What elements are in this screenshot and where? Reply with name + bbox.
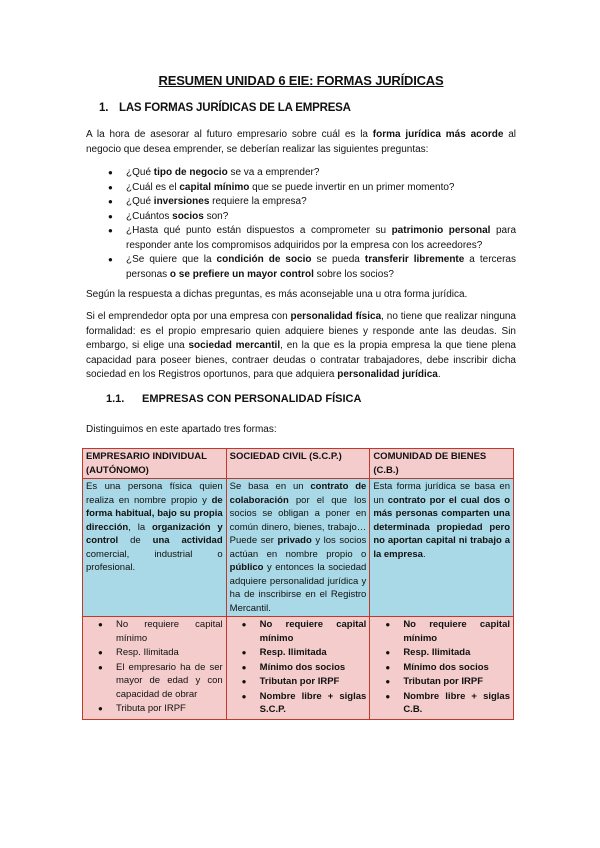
list-item: ● Resp. Ilimitada — [230, 646, 367, 660]
section-1-heading: 1. LAS FORMAS JURÍDICAS DE LA EMPRESA — [99, 102, 351, 114]
list-item: ● Tributan por IRPF — [230, 675, 367, 689]
features-sociedad-civil — [226, 617, 370, 720]
table-header-row — [83, 449, 514, 479]
features-comunidad-bienes — [370, 617, 514, 720]
list-item: ● ¿Cuál es el capital mínimo que se puede invertir en un primer momento? — [108, 181, 516, 196]
distinguish-paragraph: Distinguimos en este apartado tres formas: — [86, 424, 277, 435]
answer-paragraph: Según la respuesta a dichas preguntas, es más aconsejable una u otra forma jurídica. — [86, 289, 468, 300]
list-item: ● Resp. Ilimitada — [373, 646, 510, 660]
list-item: ● No requiere capital mínimo — [86, 618, 223, 645]
list-item: ● ¿Qué inversiones requiere la empresa? — [108, 195, 516, 210]
list-item: ● Mínimo dos socios — [230, 661, 367, 675]
list-item: ● Resp. Ilimitada — [86, 646, 223, 660]
list-item: ● Nombre libre + siglas C.B. — [373, 690, 510, 717]
features-empresario-individual — [83, 617, 227, 720]
intro-paragraph: A la hora de asesorar al futuro empresario sobre cuál es la forma jurídica más acorde al negocio que desea emprender, se deberían realizar las siguientes preguntas: — [86, 129, 517, 155]
physical-personality-paragraph: Si el emprendedor opta por una empresa con personalidad física, no tiene que realizar ninguna formalidad: es el propio empresario quien adquiere bienes y responde ante las deudas. Sin embargo, si elige una sociedad mercantil, en la que es la propia empresa la que tiene plena capacidad para poseer bienes, contraer deudas o contratar trabajadores, debe inscribir dicha sociedad en los Registros oportunos, para que adquiera personalidad jurídica. — [86, 311, 516, 380]
list-item: ● Mínimo dos socios — [373, 661, 510, 675]
list-item: ● No requiere capital mínimo — [230, 618, 367, 645]
document-title: RESUMEN UNIDAD 6 EIE: FORMAS JURÍDICAS — [158, 73, 444, 88]
section-1-1-heading: 1.1. EMPRESAS CON PERSONALIDAD FÍSICA — [106, 393, 362, 405]
list-item: ● ¿Qué tipo de negocio se va a emprender? — [108, 166, 516, 181]
list-item: ● Tributan por IRPF — [373, 675, 510, 689]
desc-sociedad-civil: Se basa en un contrato de colaboración por el que los socios se obligan a poner en común dinero, bienes, trabajo… Puede ser privado y los socios actúan en nombre propio o público y entonces la sociedad adquiere personalidad jurídica y ha de inscribirse en el Registro Mercantil. — [226, 479, 370, 617]
list-item: ● El empresario ha de ser mayor de edad y con capacidad de obrar — [86, 661, 223, 702]
legal-forms-table — [82, 448, 514, 720]
table-description-row — [83, 479, 514, 617]
header-comunidad-bienes: COMUNIDAD DE BIENES (C.B.) — [370, 449, 514, 479]
questions-list — [108, 166, 516, 282]
header-sociedad-civil: SOCIEDAD CIVIL (S.C.P.) — [226, 449, 370, 479]
desc-empresario-individual: Es una persona física quien realiza en nombre propio y de forma habitual, bajo su propia dirección, la organización y control de una actividad comercial, industrial o profesional. — [83, 479, 227, 617]
list-item: ● No requiere capital mínimo — [373, 618, 510, 645]
desc-comunidad-bienes: Esta forma jurídica se basa en un contrato por el cual dos o más personas comparten una determinada propiedad pero no aportan capital ni trabajo a la empresa. — [370, 479, 514, 617]
list-item: ● ¿Cuántos socios son? — [108, 210, 516, 225]
list-item: ● Tributa por IRPF — [86, 702, 223, 716]
list-item: ● ¿Hasta qué punto están dispuestos a comprometer su patrimonio personal para responder ante los compromisos adquiridos por la empresa con los acreedores? — [108, 224, 516, 253]
list-item: ● ¿Se quiere que la condición de socio se pueda transferir libremente a terceras personas o se prefiere un mayor control sobre los socios? — [108, 253, 516, 282]
table-features-row — [83, 617, 514, 720]
header-empresario-individual: EMPRESARIO INDIVIDUAL (AUTÓNOMO) — [83, 449, 227, 479]
list-item: ● Nombre libre + siglas S.C.P. — [230, 690, 367, 717]
